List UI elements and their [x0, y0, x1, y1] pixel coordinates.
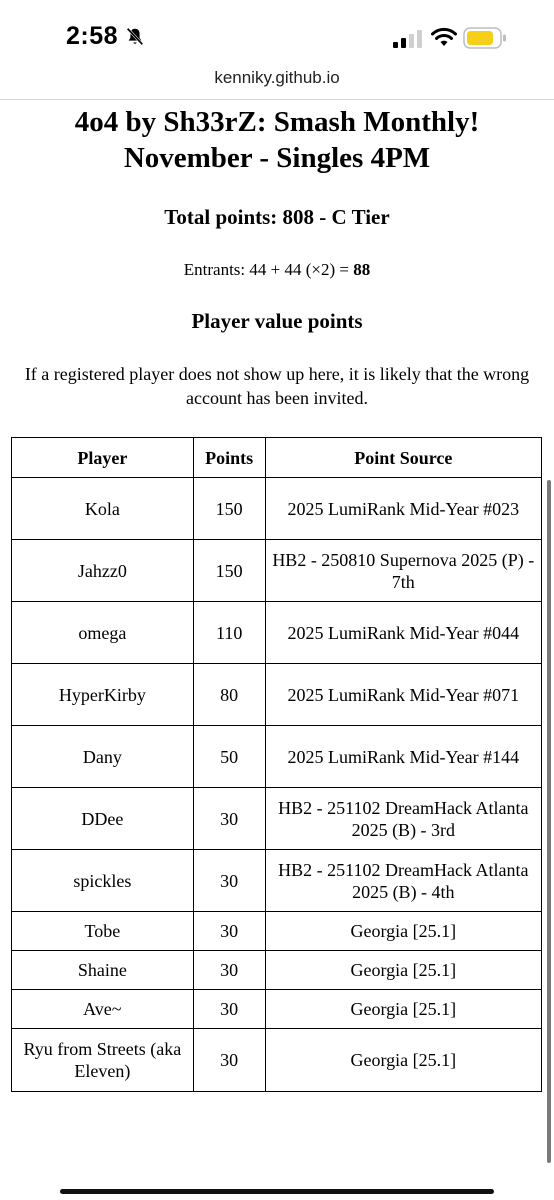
cellular-signal-icon [393, 30, 423, 48]
cell-points: 30 [193, 951, 265, 990]
entrants-text: Entrants: 44 + 44 (×2) = [183, 260, 354, 279]
table-row [12, 1029, 542, 1092]
cell-points: 150 [193, 478, 265, 540]
table-row [12, 850, 542, 912]
scroll-indicator[interactable] [547, 480, 551, 1163]
cell-source: Georgia [25.1] [265, 951, 541, 990]
cell-source: 2025 LumiRank Mid-Year #044 [265, 602, 541, 664]
status-bar [0, 0, 554, 60]
entrants-line [0, 260, 554, 280]
total-points: Total points: 808 - C Tier [164, 205, 390, 229]
cell-source: HB2 - 250810 Supernova 2025 (P) - 7th [265, 540, 541, 602]
cell-source: Georgia [25.1] [265, 1029, 541, 1092]
entrants-total: 88 [353, 260, 371, 279]
table-row [12, 540, 542, 602]
player-points-table [11, 437, 542, 1092]
cell-player: Ave~ [12, 990, 194, 1029]
cell-points: 30 [193, 850, 265, 912]
home-indicator[interactable] [60, 1189, 494, 1194]
cell-points: 150 [193, 540, 265, 602]
cell-source: HB2 - 251102 DreamHack Atlanta 2025 (B) - 3rd [265, 788, 541, 850]
status-time-group [66, 22, 146, 51]
status-time: 2:58 [66, 22, 119, 50]
cell-player: Jahzz0 [12, 540, 194, 602]
table-row [12, 951, 542, 990]
cell-source: 2025 LumiRank Mid-Year #144 [265, 726, 541, 788]
cell-points: 110 [193, 602, 265, 664]
battery-icon [463, 27, 507, 49]
cell-source: Georgia [25.1] [265, 990, 541, 1029]
header-player: Player [12, 438, 194, 478]
page-content [0, 104, 554, 1081]
cell-player: omega [12, 602, 194, 664]
cell-points: 30 [193, 1029, 265, 1092]
address-bar-divider [0, 99, 554, 100]
cell-points: 30 [193, 788, 265, 850]
cell-player: Kola [12, 478, 194, 540]
table-header-row [12, 438, 542, 478]
table-row [12, 478, 542, 540]
cell-source: Georgia [25.1] [265, 912, 541, 951]
cell-player: Tobe [12, 912, 194, 951]
cell-source: 2025 LumiRank Mid-Year #023 [265, 478, 541, 540]
table-row [12, 912, 542, 951]
cell-points: 30 [193, 990, 265, 1029]
cell-player: DDee [12, 788, 194, 850]
cell-player: spickles [12, 850, 194, 912]
bell-slash-icon [124, 26, 146, 48]
cell-player: Dany [12, 726, 194, 788]
cell-source: 2025 LumiRank Mid-Year #071 [265, 664, 541, 726]
table-row [12, 664, 542, 726]
cell-source: HB2 - 251102 DreamHack Atlanta 2025 (B) - 4th [265, 850, 541, 912]
section-title-player-value-points: Player value points [191, 309, 363, 333]
cell-points: 30 [193, 912, 265, 951]
header-points: Points [193, 438, 265, 478]
page-title-line2: November - Singles 4PM [123, 142, 431, 174]
page-title-line1: 4o4 by Sh33rZ: Smash Monthly! [74, 106, 480, 138]
table-row [12, 726, 542, 788]
cell-player: Ryu from Streets (aka Eleven) [12, 1029, 194, 1092]
notice-text: If a registered player does not show up here, it is likely that the wrong account has been invited. [24, 364, 530, 408]
header-point-source: Point Source [265, 438, 541, 478]
table-row [12, 602, 542, 664]
cell-player: HyperKirby [12, 664, 194, 726]
cell-player: Shaine [12, 951, 194, 990]
cell-points: 50 [193, 726, 265, 788]
table-row [12, 788, 542, 850]
page-title [0, 104, 554, 176]
address-bar-url[interactable]: kenniky.github.io [214, 68, 340, 87]
cell-points: 80 [193, 664, 265, 726]
wifi-icon [431, 27, 457, 47]
table-row [12, 990, 542, 1029]
